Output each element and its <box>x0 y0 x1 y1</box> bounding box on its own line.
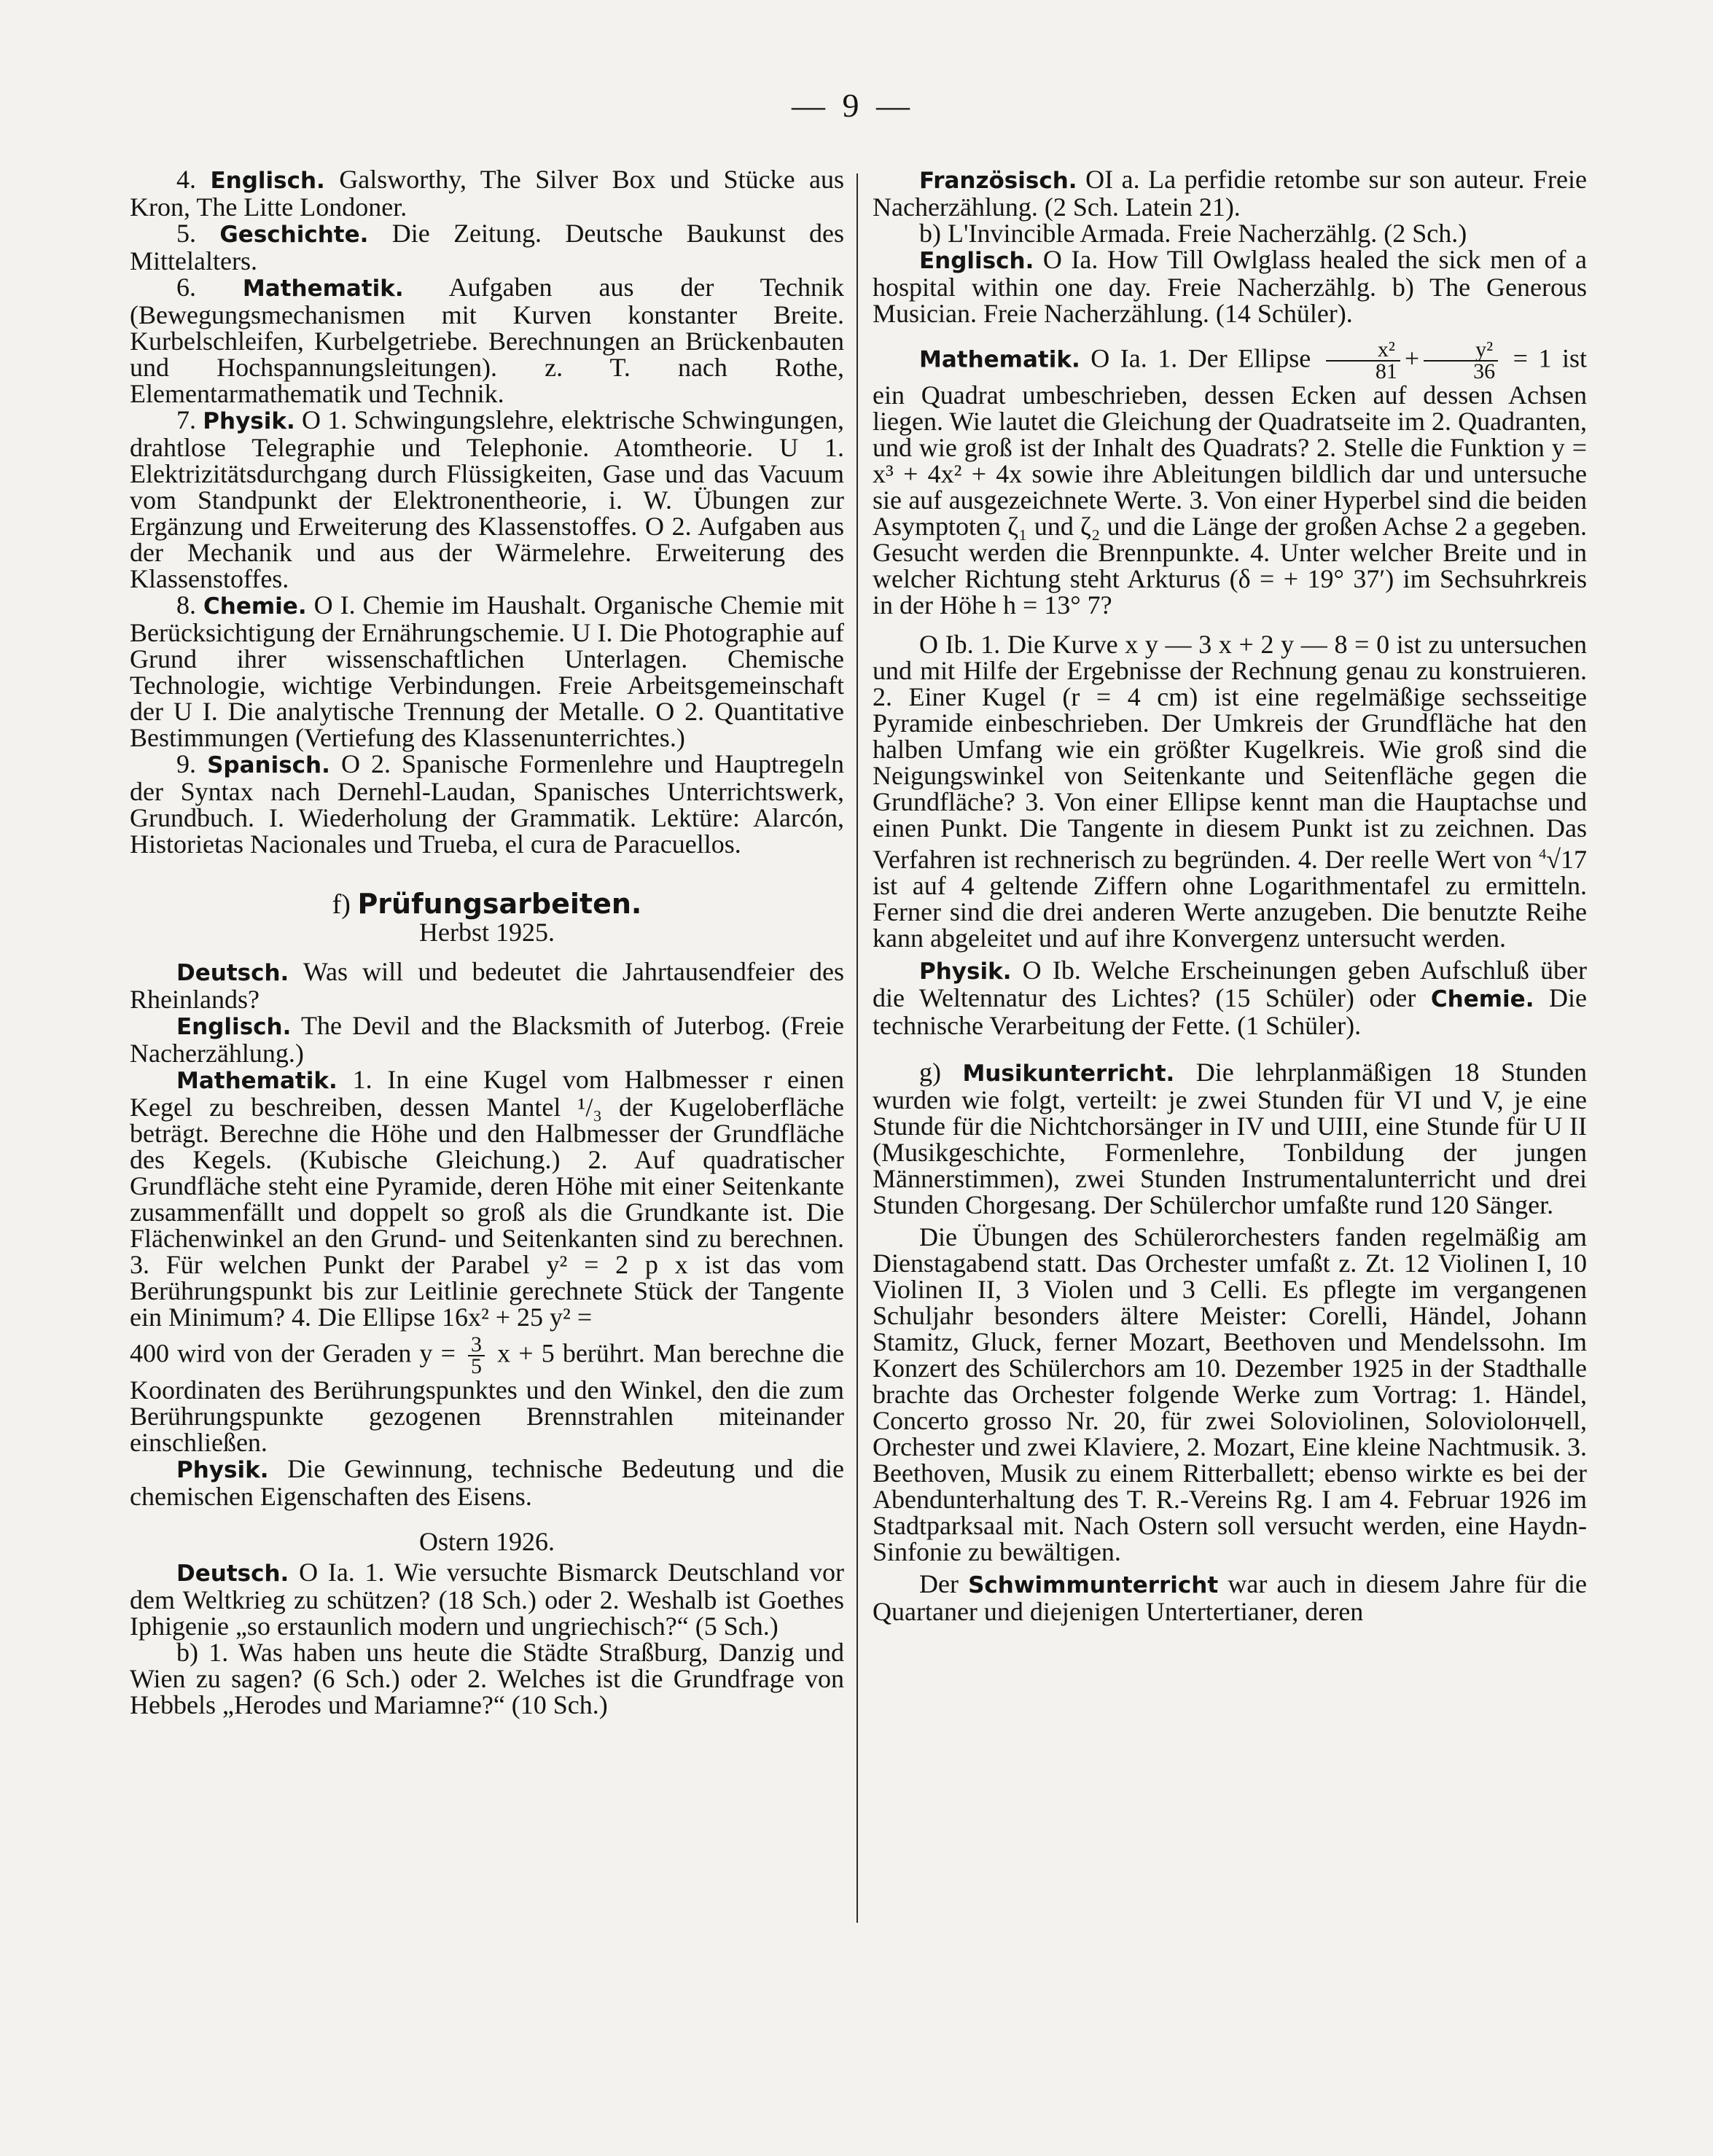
paragraph-franzoesisch: Französisch. OI a. La perfidie retombe sur son auteur. Freie Nacherzählung. (2 Sch. Latein 21). <box>873 165 1588 222</box>
ostern-deutsch: Deutsch. O Ia. 1. Wie versuchte Bismarck Deutschland vor dem Weltkrieg zu schützen? (18 Sch.) oder 2. Weshalb ist Goethes Iphigenie „so erstaunlich modern und ungriechisch?“ (5 Sch.) <box>130 1558 844 1641</box>
paragraph-musikunterricht: g) Musikunterricht. Die lehrplanmäßigen 18 Stunden wurden wie folgt, verteilt: je zwei Stunden für VI und V, je eine Stunde für die Nichtchorsänger in IV und UIII, eine Stunde für U II (Musikgeschichte, Formenlehre, Tonbildung der jungen Männerstimmen), zwei Stunden Instrumentalunterricht und drei Stunden Chorgesang. Der Schülerchor umfaßte rund 120 Sänger. <box>873 1058 1587 1219</box>
term-heading-ostern: Ostern 1926. <box>419 1527 555 1556</box>
root-expression: √17 <box>1546 845 1587 874</box>
ostern-deutsch-b: b) 1. Was haben uns heute die Städte Straßburg, Danzig und Wien zu sagen? (6 Sch.) oder 2. Welches ist die Grundfrage von Hebbels „Herodes und Mariamne?“ (10 Sch.) <box>130 1638 844 1719</box>
fraction-x: $\frac{\text{x²}}{81}$ <box>1326 340 1400 382</box>
fraction: $\frac{3}{5}$ <box>468 1335 485 1377</box>
paragraph-geschichte: 5. Geschichte. Die Zeitung. Deutsche Baukunst des Mittelalters. <box>130 219 845 276</box>
herbst-mathematik-cont: 400 wird von der Geraden y = $\frac{3}{5}$ x + 5 berührt. Man berechne die Koordinaten des Berührungspunktes und den Winkel, den die zum Berührungspunkte gezogenen Brennstrahlen miteinander einschließen. <box>130 1332 845 1457</box>
paragraph-spanisch: 9. Spanisch. O 2. Spanische Formenlehre und Hauptregeln der Syntax nach Dernehl-Laudan, Spanisches Unterrichtswerk, Grundbuch. I. Wiederholung der Grammatik. Lektüre: Alarcón, Historietas Nacionales und Trueba, el cura de Paracuellos. <box>130 749 845 859</box>
herbst-englisch: Englisch. The Devil and the Blacksmith of Juterbog. (Freie Nacherzählung.) <box>130 1011 844 1068</box>
herbst-physik: Physik. Die Gewinnung, technische Bedeutung und die chemischen Eigenschaften des Eisens. <box>130 1454 844 1511</box>
left-column <box>130 166 844 1718</box>
fraction-y: $\frac{\text{y²}}{36}$ <box>1424 340 1498 382</box>
paragraph-mathematik-oia: Mathematik. O Ia. 1. Der Ellipse $\frac{\text{x²}}{81}$ + $\frac{\text{y²}}{36}$ = 1 ist ein Quadrat umbeschrieben, dessen Ecken auf dessen Achsen liegen. Wie lautet die Gleichung der Quadratseite im 2. Quadranten, und wie groß ist der Inhalt des Quadrats? 2. Stelle die Funktion y = x³ + 4x² + 4x sowie ihre Ableitungen bildlich dar und untersuche sie auf ausgezeichnete Werte. 3. Von einer Hyperbel sind die beiden Asymptoten ζ₁ und ζ₂ und die Länge der großen Achse 2 a gegeben. Gesucht werden die Brennpunkte. 4. Unter welcher Breite und in welcher Richtung steht Arkturus (δ = + 19° 37′) im Sechsuhrkreis in der Höhe h = 13° 7? <box>873 337 1588 620</box>
paragraph-schwimmunterricht: Der Schwimmunterricht war auch in diesem Jahre für die Quartaner und diejenigen Untertertianer, deren <box>873 1569 1587 1626</box>
paragraph-englisch-right: Englisch. O Ia. How Till Owlglass healed the sick men of a hospital within one day. Freie Nacherzählg. b) The Generous Musician. Freie Nacherzählung. (14 Schüler). <box>873 245 1587 328</box>
paragraph-physik-chemie: Physik. O Ib. Welche Erscheinungen geben Aufschluß über die Weltennatur des Lichtes? (15 Schüler) oder Chemie. Die technische Verarbeitung der Fette. (1 Schüler). <box>873 956 1587 1040</box>
paragraph-chemie: 8. Chemie. O I. Chemie im Haushalt. Organische Chemie mit Berücksichtigung der Ernährungschemie. U I. Die Photographie auf Grund ihrer wissenschaftlichen Unterlagen. Chemische Technologie, wichtige Verbindungen. Freie Arbeitsgemeinschaft der U I. Die analytische Trennung der Metalle. O 2. Quantitative Bestimmungen (Vertiefung des Klassenunterrichtes.) <box>130 590 845 752</box>
paragraph-franzoesisch-b: b) L'Invincible Armada. Freie Nacherzählg. (2 Sch.) <box>919 219 1467 248</box>
herbst-deutsch: Deutsch. Was will und bedeutet die Jahrtausendfeier des Rheinlands? <box>130 957 844 1014</box>
paragraph-mathematik-oib: O Ib. 1. Die Kurve x y — 3 x + 2 y — 8 = 0 ist zu untersuchen und mit Hilfe der Ergebnisse der Rechnung genau zu konstruieren. 2. Einer Kugel (r = 4 cm) ist eine regelmäßige sechsseitige Pyramide einbeschrieben. Der Umkreis der Grundfläche hat den halben Umfang wie ein größter Kugelkreis. Wie groß sind die Neigungswinkel von Seitenkante und Seitenfläche gegen die Grundfläche? 3. Von einer Ellipse kennt man die Hauptachse und einen Punkt. Die Tangente in diesem Punkt ist zu zeichnen. Das Verfahren ist rechnerisch zu begründen. 4. Der reelle Wert von $^4$√17 ist auf 4 geltende Ziffern ohne Logarithmentafel zu ermitteln. Ferner sind die drei anderen Werte anzugeben. Die benutzte Reihe kann abgeleitet und auf ihre Konvergenz untersucht werden. <box>873 630 1587 953</box>
paragraph-mathematik: 6. Mathematik. Aufgaben aus der Technik (Bewegungsmechanismen mit Kurven konstanter Breite. Kurbelschleifen, Kurbelgetriebe. Berechnungen an Brückenbauten und Hochspannungsleitungen). z. T. nach Rothe, Elementarmathematik und Technik. <box>130 273 845 408</box>
herbst-mathematik: Mathematik. 1. In eine Kugel vom Halbmesser r einen Kegel zu beschreiben, dessen Mantel ¹/₃ der Kugeloberfläche beträgt. Berechne die Höhe und den Halbmesser der Grundfläche des Kegels. (Kubische Gleichung.) 2. Auf quadratischer Grundfläche steht eine Pyramide, deren Höhe mit einer Seitenkante zusammenfällt und doppelt so groß als die Grundkante ist. Die Flächenwinkel an den Grund- und Seitenkanten sind zu berechnen. 3. Für welchen Punkt der Parabel y² = 2 p x ist das vom Berührungspunkt bis zur Leitlinie gerechnete Stück der Tangente ein Minimum? 4. Die Ellipse 16x² + 25 y² = <box>130 1065 845 1332</box>
paragraph-orchester: Die Übungen des Schülerorchesters fanden regelmäßig am Dienstagabend statt. Das Orchester umfaßt z. Zt. 12 Violinen I, 10 Violinen II, 3 Violen und 3 Celli. Es pflegte im vergangenen Schuljahr besonders ältere Meister: Corelli, Händel, Johann Stamitz, Gluck, ferner Mozart, Beethoven und Mendelssohn. Im Konzert des Schülerchors am 10. Dezember 1925 in der Stadthalle brachte das Orchester folgende Werke zum Vortrag: 1. Händel, Concerto grosso Nr. 20, für zwei Soloviolinen, Soloviolончell, Orchester und zwei Klaviere, 2. Mozart, Eine kleine Nachtmusik. 3. Beethoven, Musik zu einem Ritterballett; ebenso wirkte es bei der Abendunterhaltung des T. R.-Vereins Rg. I am 4. Februar 1926 im Stadtparksaal mit. Nach Ostern soll versucht werden, eine Haydn-Sinfonie zu bewältigen. <box>873 1222 1587 1566</box>
root-index: 4 <box>1539 846 1547 862</box>
paragraph-physik: 7. Physik. O 1. Schwingungslehre, elektrische Schwingungen, drahtlose Telegraphie und Telephonie. Atomtheorie. U 1. Elektrizitätsdurchgang durch Flüssigkeiten, Gase und das Vacuum vom Standpunkt der Elektronentheorie, i. W. Übungen zur Ergänzung und Erweiterung des Klassenstoffes. O 2. Aufgaben aus der Mechanik und aus der Wärmelehre. Erweiterung des Klassenstoffes. <box>130 405 844 593</box>
term-heading-herbst: Herbst 1925. <box>419 918 555 947</box>
section-heading-pruefungsarbeiten: f) Prüfungsarbeiten. <box>332 888 642 920</box>
column-divider <box>856 173 858 1923</box>
right-column <box>873 166 1587 1625</box>
page-number: — 9 — <box>792 87 914 124</box>
paragraph-englisch: 4. Englisch. Galsworthy, The Silver Box und Stücke aus Kron, The Litte Londoner. <box>130 165 845 222</box>
